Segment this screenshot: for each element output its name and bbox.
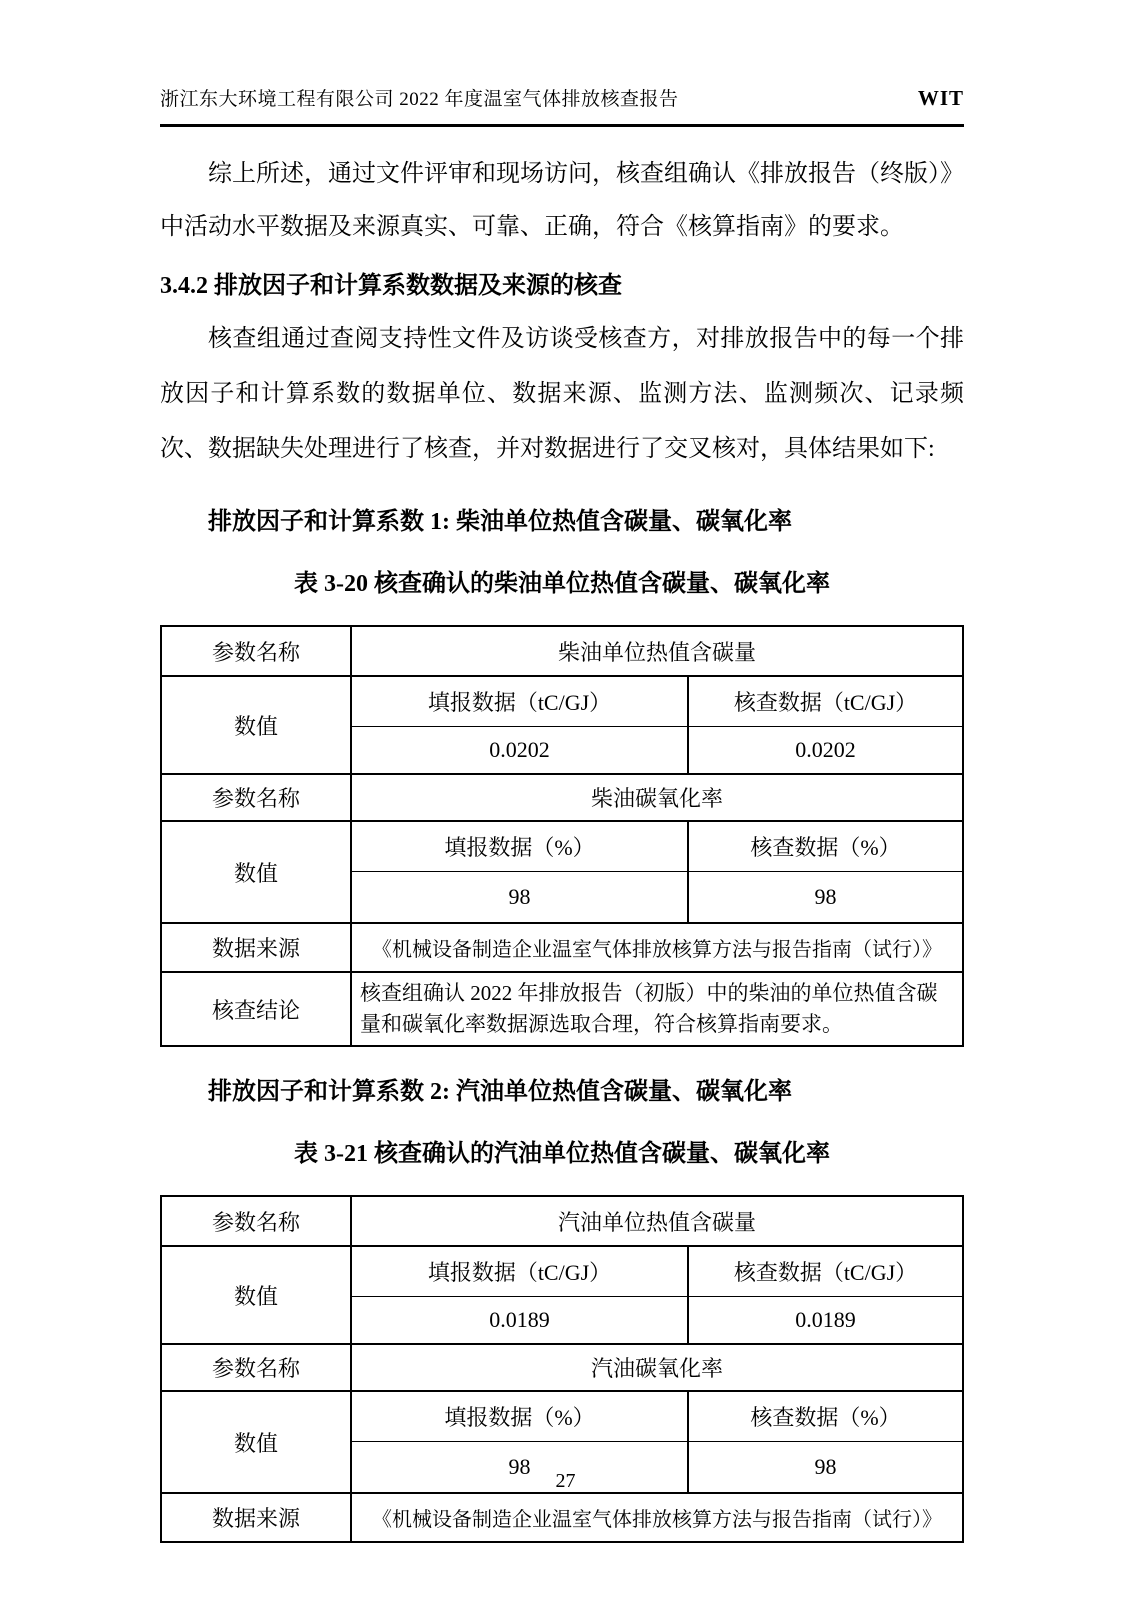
table-3-20 xyxy=(160,625,964,1047)
table-row xyxy=(161,676,963,727)
page-header xyxy=(160,84,964,127)
verified-value-cell: 0.0202 xyxy=(688,727,963,775)
reported-value-cell: 0.0189 xyxy=(351,1297,688,1345)
conclusion-value-cell: 核查组确认 2022 年排放报告（初版）中的柴油的单位热值含碳量和碳氧化率数据源选取合理，符合核算指南要求。 xyxy=(351,972,963,1046)
paragraph-verification-scope: 核查组通过查阅支持性文件及访谈受核查方，对排放报告中的每一个排放因子和计算系数的数据单位、数据来源、监测方法、监测频次、记录频次、数据缺失处理进行了核查，并对数据进行了交叉核对，具体结果如下: xyxy=(160,326,964,462)
param-label-cell: 参数名称 xyxy=(161,1344,351,1391)
table-row xyxy=(161,626,963,676)
table-row xyxy=(161,1196,963,1246)
param-name-cell: 汽油单位热值含碳量 xyxy=(351,1196,963,1246)
emission-factor-heading-2: 排放因子和计算系数 2: 汽油单位热值含碳量、碳氧化率 xyxy=(208,1079,792,1105)
table-caption-3-20: 表 3-20 核查确认的柴油单位热值含碳量、碳氧化率 xyxy=(294,571,830,597)
paragraph-summary: 综上所述，通过文件评审和现场访问，核查组确认《排放报告（终版）》中活动水平数据及来源真实、可靠、正确，符合《核算指南》的要求。 xyxy=(160,161,964,240)
emission-factor-heading-1: 排放因子和计算系数 1: 柴油单位热值含碳量、碳氧化率 xyxy=(208,509,792,535)
table-row xyxy=(161,1391,963,1442)
table-row xyxy=(161,774,963,821)
verified-value-cell: 98 xyxy=(688,1442,963,1494)
verified-value-cell: 98 xyxy=(688,872,963,924)
table-row xyxy=(161,972,963,1046)
param-label-cell: 参数名称 xyxy=(161,774,351,821)
header-title: 浙江东大环境工程有限公司 2022 年度温室气体排放核查报告 xyxy=(160,89,679,110)
table-row xyxy=(161,1344,963,1391)
param-label-cell: 参数名称 xyxy=(161,626,351,676)
page-number: 27 xyxy=(555,1470,576,1492)
reported-header-cell: 填报数据（tC/GJ） xyxy=(351,676,688,727)
table-caption-3-21: 表 3-21 核查确认的汽油单位热值含碳量、碳氧化率 xyxy=(294,1141,830,1167)
conclusion-label-cell: 核查结论 xyxy=(161,972,351,1046)
source-value-cell: 《机械设备制造企业温室气体排放核算方法与报告指南（试行）》 xyxy=(351,1493,963,1542)
verified-header-cell: 核查数据（tC/GJ） xyxy=(688,1246,963,1297)
param-name-cell: 汽油碳氧化率 xyxy=(351,1344,963,1391)
reported-value-cell: 98 xyxy=(351,872,688,924)
reported-header-cell: 填报数据（%） xyxy=(351,1391,688,1442)
source-label-cell: 数据来源 xyxy=(161,923,351,972)
table-row xyxy=(161,1246,963,1297)
verified-header-cell: 核查数据（%） xyxy=(688,1391,963,1442)
param-name-cell: 柴油碳氧化率 xyxy=(351,774,963,821)
param-name-cell: 柴油单位热值含碳量 xyxy=(351,626,963,676)
table-row xyxy=(161,821,963,872)
value-label-cell: 数值 xyxy=(161,676,351,774)
source-label-cell: 数据来源 xyxy=(161,1493,351,1542)
reported-value-cell: 98 xyxy=(351,1442,688,1494)
param-label-cell: 参数名称 xyxy=(161,1196,351,1246)
reported-header-cell: 填报数据（%） xyxy=(351,821,688,872)
value-label-cell: 数值 xyxy=(161,1246,351,1344)
source-value-cell: 《机械设备制造企业温室气体排放核算方法与报告指南（试行）》 xyxy=(351,923,963,972)
verified-value-cell: 0.0189 xyxy=(688,1297,963,1345)
reported-value-cell: 0.0202 xyxy=(351,727,688,775)
verified-header-cell: 核查数据（tC/GJ） xyxy=(688,676,963,727)
value-label-cell: 数值 xyxy=(161,821,351,923)
table-row xyxy=(161,923,963,972)
table-row xyxy=(161,1493,963,1542)
header-logo-wit: WIT xyxy=(917,86,964,110)
value-label-cell: 数值 xyxy=(161,1391,351,1493)
verified-header-cell: 核查数据（%） xyxy=(688,821,963,872)
section-heading-3-4-2: 3.4.2 排放因子和计算系数数据及来源的核查 xyxy=(160,273,622,299)
reported-header-cell: 填报数据（tC/GJ） xyxy=(351,1246,688,1297)
